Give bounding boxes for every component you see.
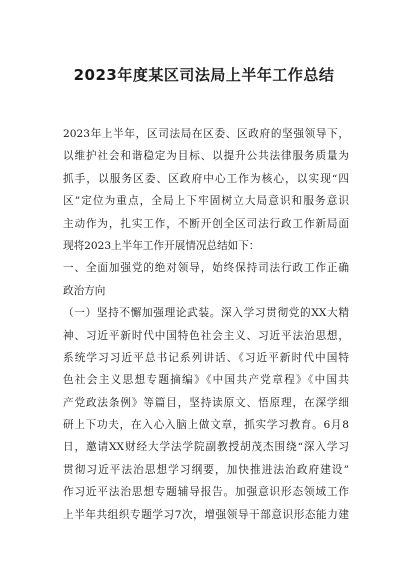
body-line: （一）坚持不懈加强理论武装。深入学习贯彻党的XX大精 <box>63 307 349 320</box>
body-line: 神、习近平新时代中国特色社会主义、习近平法治思想， <box>63 329 349 342</box>
body-line: 现将2023上半年工作开展情况总结如下： <box>63 239 260 252</box>
body-line: 2023年上半年，区司法局在区委、区政府的坚强领导下， <box>63 128 349 140</box>
section-heading-line: 政治方向 <box>63 284 106 297</box>
body-line: 以维护社会和谐稳定为目标、以提升公共法律服务质量为 <box>63 150 349 163</box>
body-line: 作习近平法治思想专题辅导报告。加强意识形态领域工作 <box>63 486 349 499</box>
body-line: 日，邀请XX财经大学法学院副教授胡茂杰围绕“深入学习 <box>63 441 349 454</box>
body-line: 色社会主义思想专题摘编》《中国共产党章程》《中国共 <box>63 374 349 387</box>
document-body <box>63 123 349 526</box>
body-line: 主动作为，扎实工作，不断开创全区司法行政工作新局面 <box>63 217 349 230</box>
body-line: 上半年共组织专题学习7次，增强领导干部意识形态能力建 <box>63 508 349 521</box>
body-line: 产党政法条例》等篇目，坚持读原文、悟原理，在深学细 <box>63 396 349 409</box>
body-line: 区”定位为重点，全局上下牢固树立大局意识和服务意识 <box>63 195 349 208</box>
document-title: 2023年度某区司法局上半年工作总结 <box>73 66 335 84</box>
section-heading-line: 一、全面加强党的绝对领导，始终保持司法行政工作正确 <box>63 262 349 275</box>
body-line: 研上下功夫，在入心入脑上做文章，抓实学习教育。6月8 <box>63 419 349 432</box>
body-line: 贯彻习近平法治思想学习纲要，加快推进法治政府建设” <box>63 463 349 476</box>
body-line: 抓手，以服务区委、区政府中心工作为核心，以实现“四 <box>63 172 349 185</box>
body-line: 系统学习习近平总书记系列讲话、《习近平新时代中国特 <box>63 351 349 364</box>
